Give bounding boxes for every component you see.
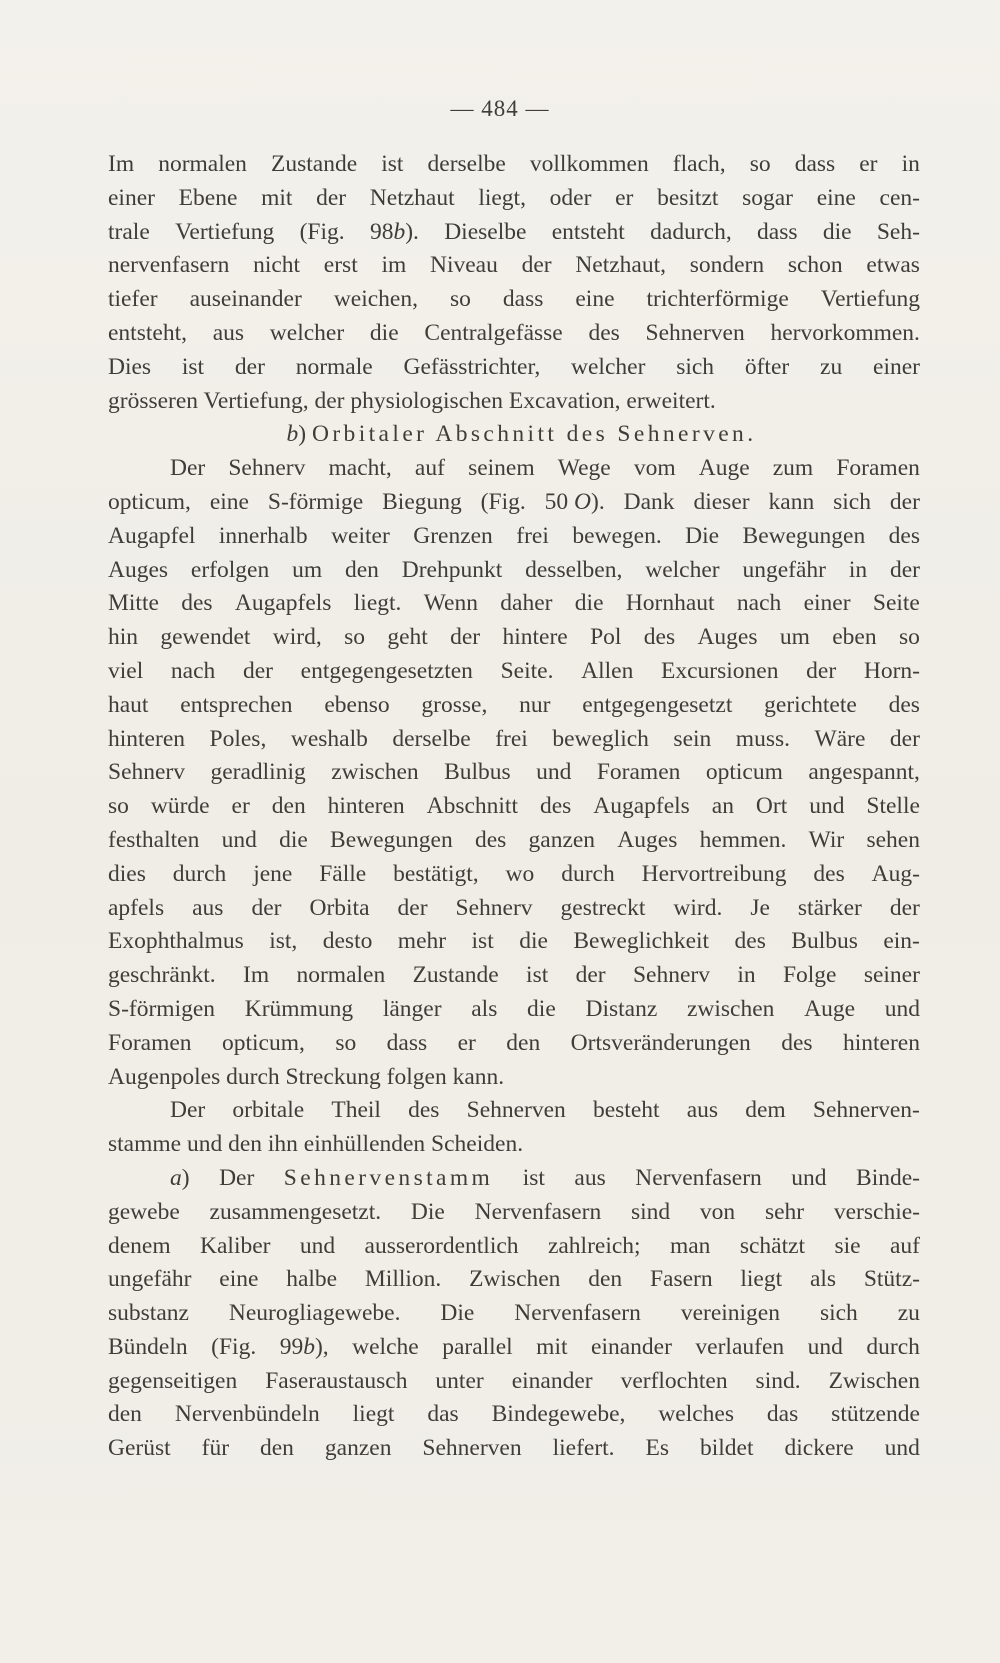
text-line: den Nervenbündeln liegt das Bindegewebe, welches das stützende: [108, 1401, 920, 1428]
text-line: Auges erfolgen um den Drehpunkt desselben, welcher ungefähr in der: [108, 556, 920, 583]
text-line: denem Kaliber und ausserordentlich zahlreich; man schätzt sie auf: [108, 1232, 920, 1259]
text-line: S-förmigen Krümmung länger als die Distanz zwischen Auge und: [108, 995, 920, 1022]
text-line: gegenseitigen Faseraustausch unter einander verflochten sind. Zwischen: [108, 1367, 920, 1394]
text-line: a) Der Sehnervenstamm ist aus Nervenfasern und Binde-: [170, 1164, 920, 1191]
section-heading: b) Orbitaler Abschnitt des Sehnerven.: [286, 421, 757, 448]
text-line: Augapfel innerhalb weiter Grenzen frei bewegen. Die Bewegungen des: [108, 522, 920, 549]
page-number: — 484 —: [450, 96, 550, 121]
text-line: so würde er den hinteren Abschnitt des Augapfels an Ort und Stelle: [108, 793, 920, 820]
text-line: trale Vertiefung (Fig. 98b). Dieselbe entsteht dadurch, dass die Seh-: [108, 218, 920, 245]
text-line: apfels aus der Orbita der Sehnerv gestreckt wird. Je stärker der: [108, 894, 920, 921]
text-line: entsteht, aus welcher die Centralgefässe des Sehnerven hervorkommen.: [108, 319, 920, 346]
text-line: tiefer auseinander weichen, so dass eine trichterförmige Vertiefung: [108, 286, 920, 313]
text-line: Der orbitale Theil des Sehnerven besteht aus dem Sehnerven-: [170, 1097, 920, 1124]
text-line: substanz Neurogliagewebe. Die Nervenfasern vereinigen sich zu: [108, 1300, 920, 1327]
text-line: Bündeln (Fig. 99b), welche parallel mit einander verlaufen und durch: [108, 1333, 920, 1360]
body-text: [108, 148, 920, 1466]
text-line: Dies ist der normale Gefässtrichter, welcher sich öfter zu einer: [108, 353, 920, 380]
text-line: hin gewendet wird, so geht der hintere Pol des Auges um eben so: [108, 624, 920, 651]
text-line: hinteren Poles, weshalb derselbe frei beweglich sein muss. Wäre der: [108, 725, 920, 752]
text-line: Exophthalmus ist, desto mehr ist die Beweglichkeit des Bulbus ein-: [108, 928, 920, 955]
text-line: ungefähr eine halbe Million. Zwischen den Fasern liegt als Stütz-: [108, 1266, 920, 1293]
text-line: festhalten und die Bewegungen des ganzen Auges hemmen. Wir sehen: [108, 826, 920, 853]
text-line: gewebe zusammengesetzt. Die Nervenfasern sind von sehr verschie-: [108, 1198, 920, 1225]
text-line: Foramen opticum, so dass er den Ortsveränderungen des hinteren: [108, 1029, 920, 1056]
text-line: Gerüst für den ganzen Sehnerven liefert. Es bildet dickere und: [108, 1435, 920, 1462]
text-line: opticum, eine S-förmige Biegung (Fig. 50 O). Dank dieser kann sich der: [108, 488, 920, 515]
text-line: einer Ebene mit der Netzhaut liegt, oder er besitzt sogar eine cen-: [108, 184, 920, 211]
text-line: Im normalen Zustande ist derselbe vollkommen flach, so dass er in: [108, 151, 920, 177]
text-line: Mitte des Augapfels liegt. Wenn daher die Hornhaut nach einer Seite: [108, 590, 920, 617]
text-line: Der Sehnerv macht, auf seinem Wege vom Auge zum Foramen: [170, 455, 920, 482]
text-line: Augenpoles durch Streckung folgen kann.: [108, 1063, 505, 1090]
text-line: Sehnerv geradlinig zwischen Bulbus und Foramen opticum angespannt,: [108, 759, 920, 786]
text-line: nervenfasern nicht erst im Niveau der Netzhaut, sondern schon etwas: [108, 252, 920, 279]
text-line: haut entsprechen ebenso grosse, nur entgegengesetzt gerichtete des: [108, 691, 920, 718]
text-line: stamme und den ihn einhüllenden Scheiden.: [108, 1131, 524, 1158]
text-line: viel nach der entgegengesetzten Seite. Allen Excursionen der Horn-: [108, 657, 920, 684]
text-line: dies durch jene Fälle bestätigt, wo durch Hervortreibung des Aug-: [108, 860, 920, 887]
text-line: grösseren Vertiefung, der physiologischen Excavation, erweitert.: [108, 387, 716, 414]
text-line: geschränkt. Im normalen Zustande ist der Sehnerv in Folge seiner: [108, 962, 920, 989]
